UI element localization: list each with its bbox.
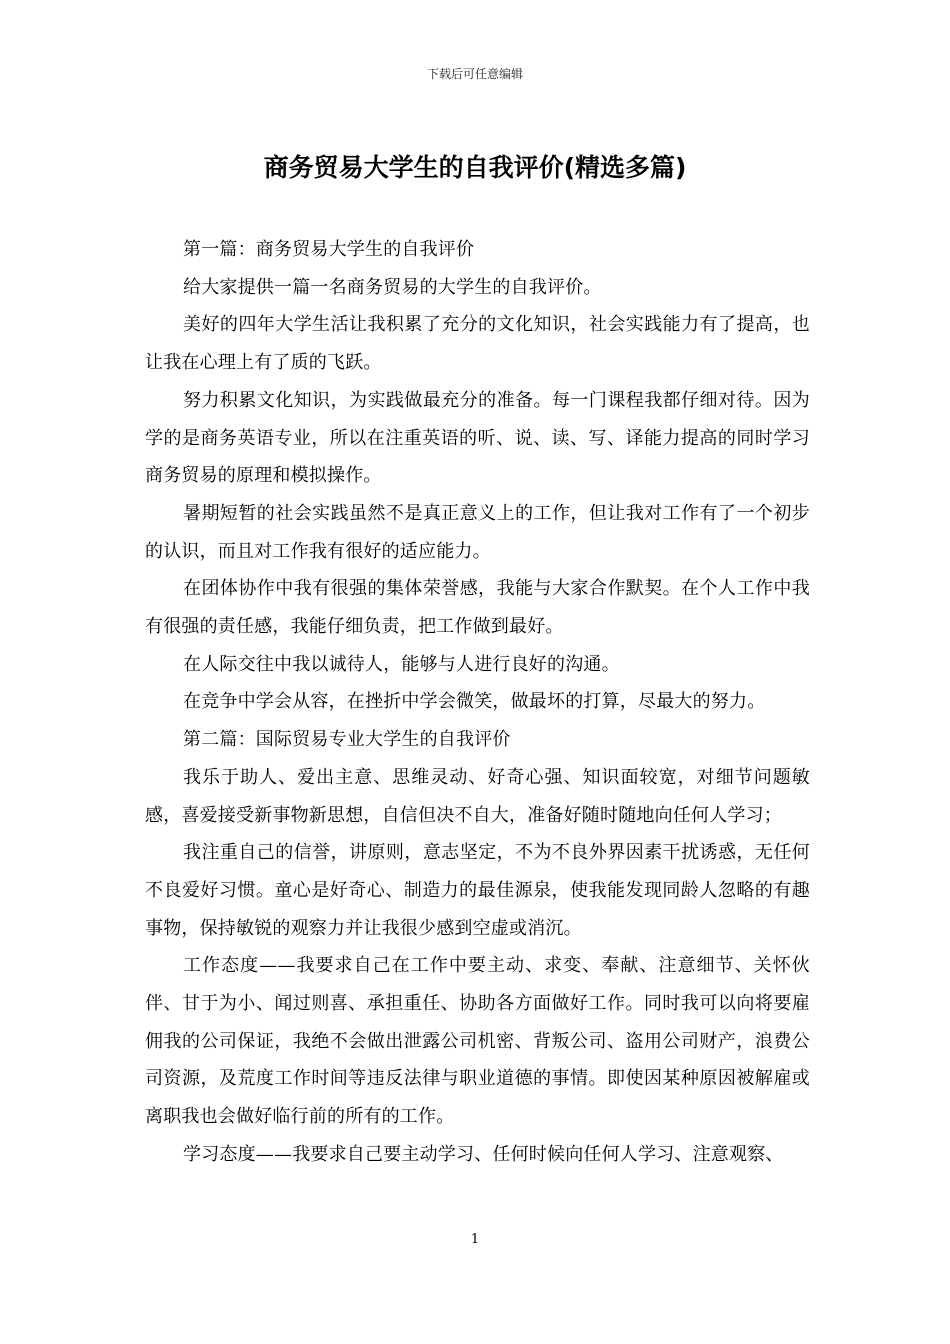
paragraph-1: 第一篇：商务贸易大学生的自我评价 <box>183 239 475 260</box>
paragraph-13: 学习态度——我要求自己要主动学习、任何时候向任何人学习、注意观察、 <box>183 1143 784 1165</box>
paragraph-6: 在团体协作中我有很强的集体荣誉感，我能与大家合作默契。在个人工作中我有很强的责任感，我能仔细负责，把工作做到最好。 <box>145 578 810 638</box>
paragraph-5: 暑期短暂的社会实践虽然不是真正意义上的工作，但让我对工作有了一个初步的认识，而且对工作我有很好的适应能力。 <box>145 502 810 562</box>
paragraph-9: 第二篇：国际贸易专业大学生的自我评价 <box>183 729 511 751</box>
paragraph-8: 在竞争中学会从容，在挫折中学会微笑，做最坏的打算，尽最大的努力。 <box>183 691 766 713</box>
paragraph-2: 给大家提供一篇一名商务贸易的大学生的自我评价。 <box>183 276 602 298</box>
header-note: 下载后可任意编辑 <box>426 67 523 81</box>
page-number: 1 <box>470 1232 480 1247</box>
paragraph-11: 我注重自己的信誉，讲原则，意志坚定，不为不良外界因素干扰诱惑，无任何不良爱好习惯。童心是好奇心、制造力的最佳源泉，使我能发现同龄人忽略的有趣事物，保持敏锐的观察力并让我很少感到空虚或消沉。 <box>145 842 810 939</box>
paragraph-7: 在人际交往中我以诚待人，能够与人进行良好的沟通。 <box>183 653 620 675</box>
paragraph-10: 我乐于助人、爱出主意、思维灵动、好奇心强、知识面较宽，对细节问题敏感，喜爱接受新事物新思想，自信但决不自大，准备好随时随地向任何人学习； <box>145 766 810 826</box>
document-title: 商务贸易大学生的自我评价(精选多篇) <box>263 153 687 182</box>
paragraph-12: 工作态度——我要求自己在工作中要主动、求变、奉献、注意细节、关怀伙伴、甘于为小、闻过则喜、承担重任、协助各方面做好工作。同时我可以向将要雇佣我的公司保证，我绝不会做出泄露公司机密、背叛公司、盗用公司财产，浪费公司资源，及荒度工作时间等违反法律与职业道德的事情。即使因某种原因被解雇或离职我也会做好临行前的所有的工作。 <box>145 955 810 1128</box>
document-body <box>145 231 810 1174</box>
paragraph-4: 努力积累文化知识，为实践做最充分的准备。每一门课程我都仔细对待。因为学的是商务英语专业，所以在注重英语的听、说、读、写、译能力提高的同时学习商务贸易的原理和模拟操作。 <box>145 389 810 487</box>
paragraph-3: 美好的四年大学生活让我积累了充分的文化知识，社会实践能力有了提高，也让我在心理上有了质的飞跃。 <box>145 314 810 374</box>
